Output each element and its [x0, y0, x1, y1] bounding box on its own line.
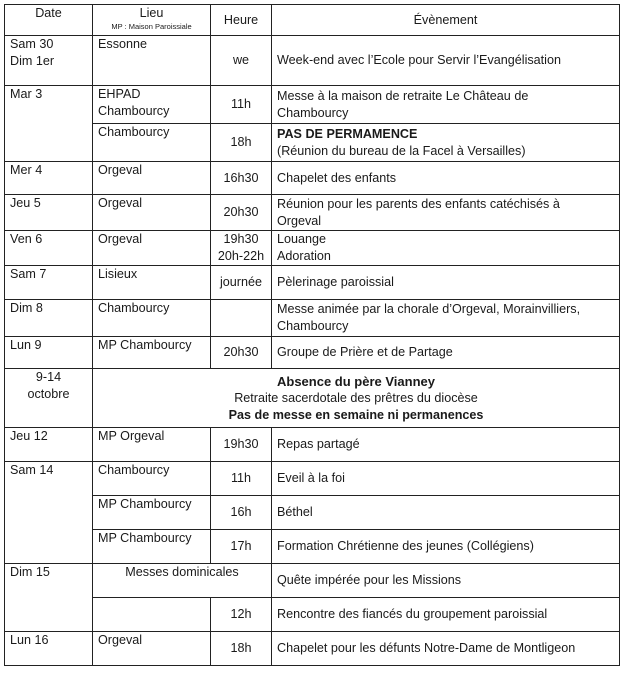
table-row — [5, 428, 620, 462]
table-row — [5, 195, 620, 231]
lieu-cell: Chambourcy — [93, 300, 211, 337]
date-cell: Sam 7 — [5, 266, 93, 300]
heure-cell: 20h30 — [211, 195, 272, 231]
event-cell — [272, 86, 620, 124]
lieu-cell: MP Chambourcy — [93, 530, 211, 564]
date-line: octobre — [27, 387, 70, 401]
table-row — [5, 598, 620, 632]
date-cell: Jeu 12 — [5, 428, 93, 462]
date-cell: Lun 9 — [5, 337, 93, 369]
lieu-cell: Orgeval — [93, 195, 211, 231]
table-row — [5, 632, 620, 666]
date-cell: Dim 15 — [5, 564, 93, 632]
event-cell: Rencontre des fiancés du groupement paroissial — [272, 598, 620, 632]
date-cell: Mer 4 — [5, 162, 93, 195]
lieu-cell: Orgeval — [93, 632, 211, 666]
event-cell — [272, 195, 620, 231]
table-row — [5, 162, 620, 195]
event-line: Adoration — [277, 249, 331, 263]
heure-cell: 11h — [211, 462, 272, 496]
heure-cell: 19h30 — [211, 428, 272, 462]
event-line: Chambourcy — [277, 319, 349, 333]
table-row — [5, 231, 620, 266]
heure-cell: 11h — [211, 86, 272, 124]
date-cell — [5, 369, 93, 428]
heure-cell — [211, 300, 272, 337]
lieu-cell: Lisieux — [93, 266, 211, 300]
heure-line: 20h-22h — [217, 249, 265, 263]
date-line: Sam 30 — [10, 37, 54, 51]
event-cell — [272, 124, 620, 162]
date-line: Dim 1er — [10, 54, 55, 68]
heure-cell: 18h — [211, 124, 272, 162]
table-row — [5, 86, 620, 124]
heure-cell: we — [211, 36, 272, 86]
lieu-cell: Orgeval — [93, 162, 211, 195]
table-row — [5, 36, 620, 86]
table-row — [5, 124, 620, 162]
event-cell: Béthel — [272, 496, 620, 530]
event-cell: Eveil à la foi — [272, 462, 620, 496]
heure-line: 19h30 — [223, 232, 259, 246]
event-cell — [272, 300, 620, 337]
header-lieu — [93, 5, 211, 36]
event-cell: Chapelet pour les défunts Notre-Dame de Montligeon — [272, 632, 620, 666]
lieu-cell: MP Chambourcy — [93, 496, 211, 530]
event-line: PAS DE PERMAMENCE — [277, 126, 418, 141]
lieu-line: Chambourcy — [98, 104, 170, 118]
table-row — [5, 462, 620, 496]
lieu-cell: Chambourcy — [93, 124, 211, 162]
absence-notice — [93, 369, 620, 428]
table-row — [5, 300, 620, 337]
event-line: Louange — [277, 232, 327, 246]
absence-line: Pas de messe en semaine ni permanences — [228, 407, 484, 422]
heure-cell: 18h — [211, 632, 272, 666]
lieu-cell: MP Orgeval — [93, 428, 211, 462]
absence-title: Absence du père Vianney — [277, 373, 435, 389]
header-date: Date — [5, 5, 93, 36]
table-row — [5, 266, 620, 300]
event-cell: Formation Chrétienne des jeunes (Collégiens) — [272, 530, 620, 564]
header-row — [5, 5, 620, 36]
absence-line: Retraite sacerdotale des prêtres du diocèse — [234, 390, 478, 405]
table-row — [5, 337, 620, 369]
event-cell: Quête impérée pour les Missions — [272, 564, 620, 598]
date-cell: Ven 6 — [5, 231, 93, 266]
event-cell — [272, 231, 620, 266]
event-line: Orgeval — [277, 213, 322, 228]
date-cell: Mar 3 — [5, 86, 93, 162]
event-line: Messe à la maison de retraite Le Château de — [277, 88, 529, 103]
lieu-cell: Messes dominicales — [93, 564, 272, 598]
date-cell: Lun 16 — [5, 632, 93, 666]
heure-cell: 17h — [211, 530, 272, 564]
schedule-table — [4, 4, 620, 666]
event-cell: Chapelet des enfants — [272, 162, 620, 195]
lieu-cell: Essonne — [93, 36, 211, 86]
header-heure: Heure — [211, 5, 272, 36]
header-lieu-sub: MP : Maison Paroissiale — [111, 22, 192, 31]
event-cell: Pèlerinage paroissial — [272, 266, 620, 300]
heure-cell: 12h — [211, 598, 272, 632]
header-lieu-label: Lieu — [139, 6, 164, 20]
table-row — [5, 496, 620, 530]
event-cell: Week-end avec l’Ecole pour Servir l’Evangélisation — [272, 36, 620, 86]
event-cell: Groupe de Prière et de Partage — [272, 337, 620, 369]
heure-cell: 16h — [211, 496, 272, 530]
heure-cell: journée — [211, 266, 272, 300]
lieu-cell — [93, 598, 211, 632]
event-line: Réunion pour les parents des enfants catéchisés à — [277, 196, 560, 211]
date-line: 9-14 — [35, 370, 62, 384]
date-cell — [5, 36, 93, 86]
event-cell: Repas partagé — [272, 428, 620, 462]
table-row — [5, 369, 620, 428]
heure-cell: 20h30 — [211, 337, 272, 369]
date-cell: Sam 14 — [5, 462, 93, 564]
event-line: Chambourcy — [277, 105, 349, 120]
lieu-line: EHPAD — [98, 87, 141, 101]
lieu-cell: MP Chambourcy — [93, 337, 211, 369]
heure-cell: 16h30 — [211, 162, 272, 195]
date-cell: Dim 8 — [5, 300, 93, 337]
header-evenement: Évènement — [272, 5, 620, 36]
heure-cell — [211, 231, 272, 266]
event-line: (Réunion du bureau de la Facel à Versailles) — [277, 143, 526, 158]
lieu-cell — [93, 86, 211, 124]
lieu-cell: Chambourcy — [93, 462, 211, 496]
lieu-cell: Orgeval — [93, 231, 211, 266]
table-row — [5, 530, 620, 564]
table-row — [5, 564, 620, 598]
date-cell: Jeu 5 — [5, 195, 93, 231]
event-line: Messe animée par la chorale d’Orgeval, Morainvilliers, — [277, 302, 581, 316]
